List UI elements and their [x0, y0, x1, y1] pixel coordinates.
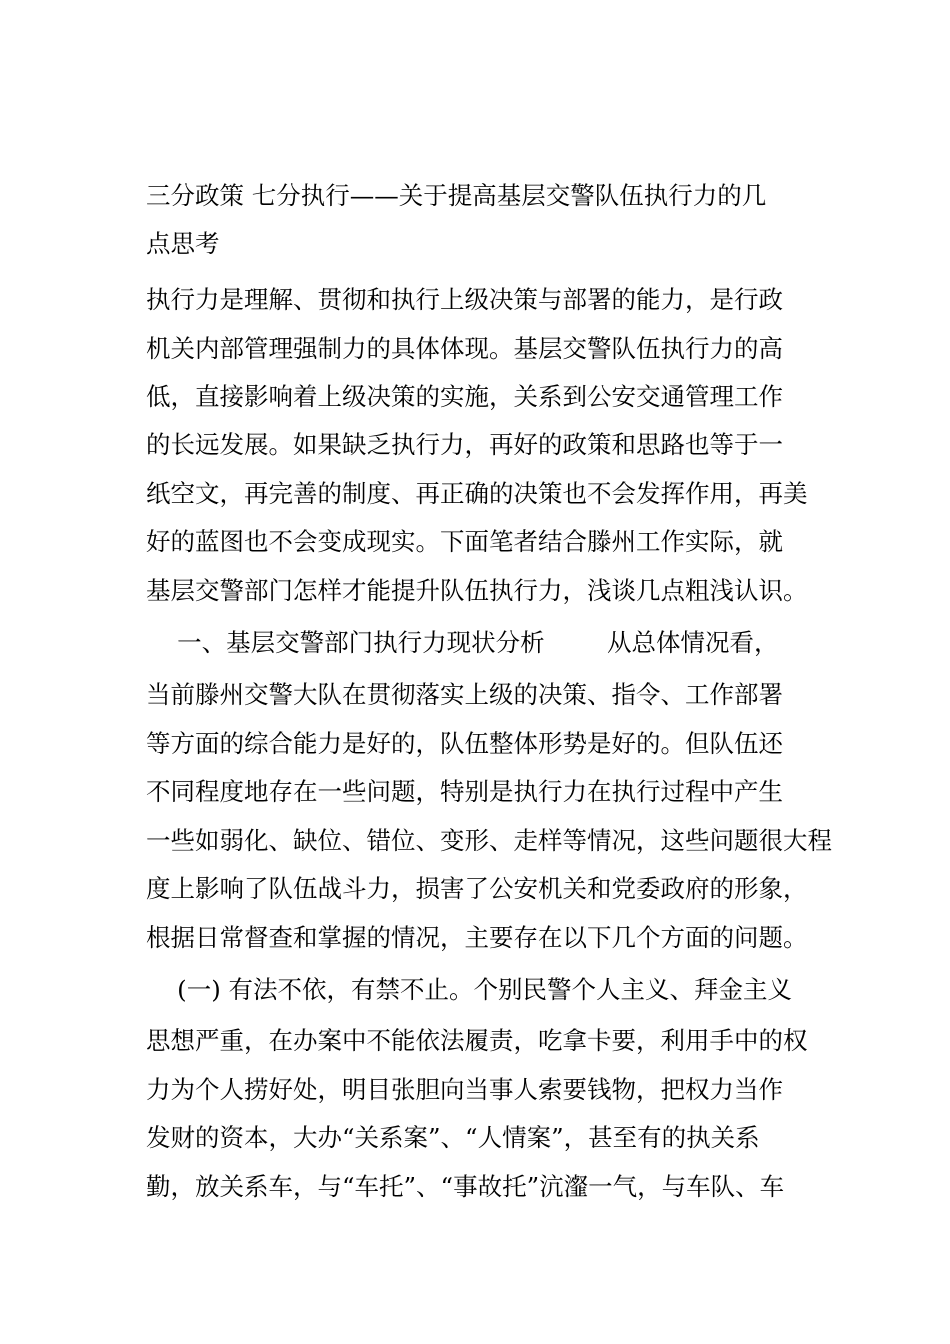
body-line: 度上影响了队伍战斗力，损害了公安机关和党委政府的形象，: [146, 874, 808, 903]
body-line: 低，直接影响着上级决策的实施，关系到公安交通管理工作: [146, 382, 783, 411]
body-line: 不同程度地存在一些问题，特别是执行力在执行过程中产生: [146, 777, 783, 806]
document-title-line-2: 点思考: [146, 229, 220, 258]
body-line: 一些如弱化、缺位、错位、变形、走样等情况，这些问题很大程: [146, 826, 832, 855]
body-line: 基层交警部门怎样才能提升队伍执行力，浅谈几点粗浅认识。: [146, 576, 808, 605]
body-line: 机关内部管理强制力的具体体现。基层交警队伍执行力的高: [146, 334, 783, 363]
body-line: 好的蓝图也不会变成现实。下面笔者结合滕州工作实际，就: [146, 527, 783, 556]
subsection-heading-line: (一) 有法不依，有禁不止。个别民警个人主义、拜金主义: [146, 975, 793, 1004]
body-line: 勤，放关系车，与“车托”、“事故托”沆瀣一气，与车队、车: [146, 1172, 785, 1201]
body-line: 思想严重，在办案中不能依法履责，吃拿卡要，利用手中的权: [146, 1026, 808, 1055]
body-line: 根据日常督查和掌握的情况，主要存在以下几个方面的问题。: [146, 923, 808, 952]
body-line: 等方面的综合能力是好的，队伍整体形势是好的。但队伍还: [146, 729, 783, 758]
section-heading-line: 一、基层交警部门执行力现状分析 从总体情况看，: [146, 628, 779, 657]
body-line: 的长远发展。如果缺乏执行力，再好的政策和思路也等于一: [146, 430, 783, 459]
body-line: 当前滕州交警大队在贯彻落实上级的决策、指令、工作部署: [146, 680, 783, 709]
body-line: 执行力是理解、贯彻和执行上级决策与部署的能力，是行政: [146, 285, 783, 314]
document-title-line-1: 三分政策 七分执行——关于提高基层交警队伍执行力的几: [146, 181, 767, 210]
body-line: 纸空文，再完善的制度、再正确的决策也不会发挥作用，再美: [146, 479, 808, 508]
body-line: 力为个人捞好处，明目张胆向当事人索要钱物，把权力当作: [146, 1075, 783, 1104]
body-line: 发财的资本，大办“关系案”、“人情案”，甚至有的执关系: [146, 1123, 760, 1152]
